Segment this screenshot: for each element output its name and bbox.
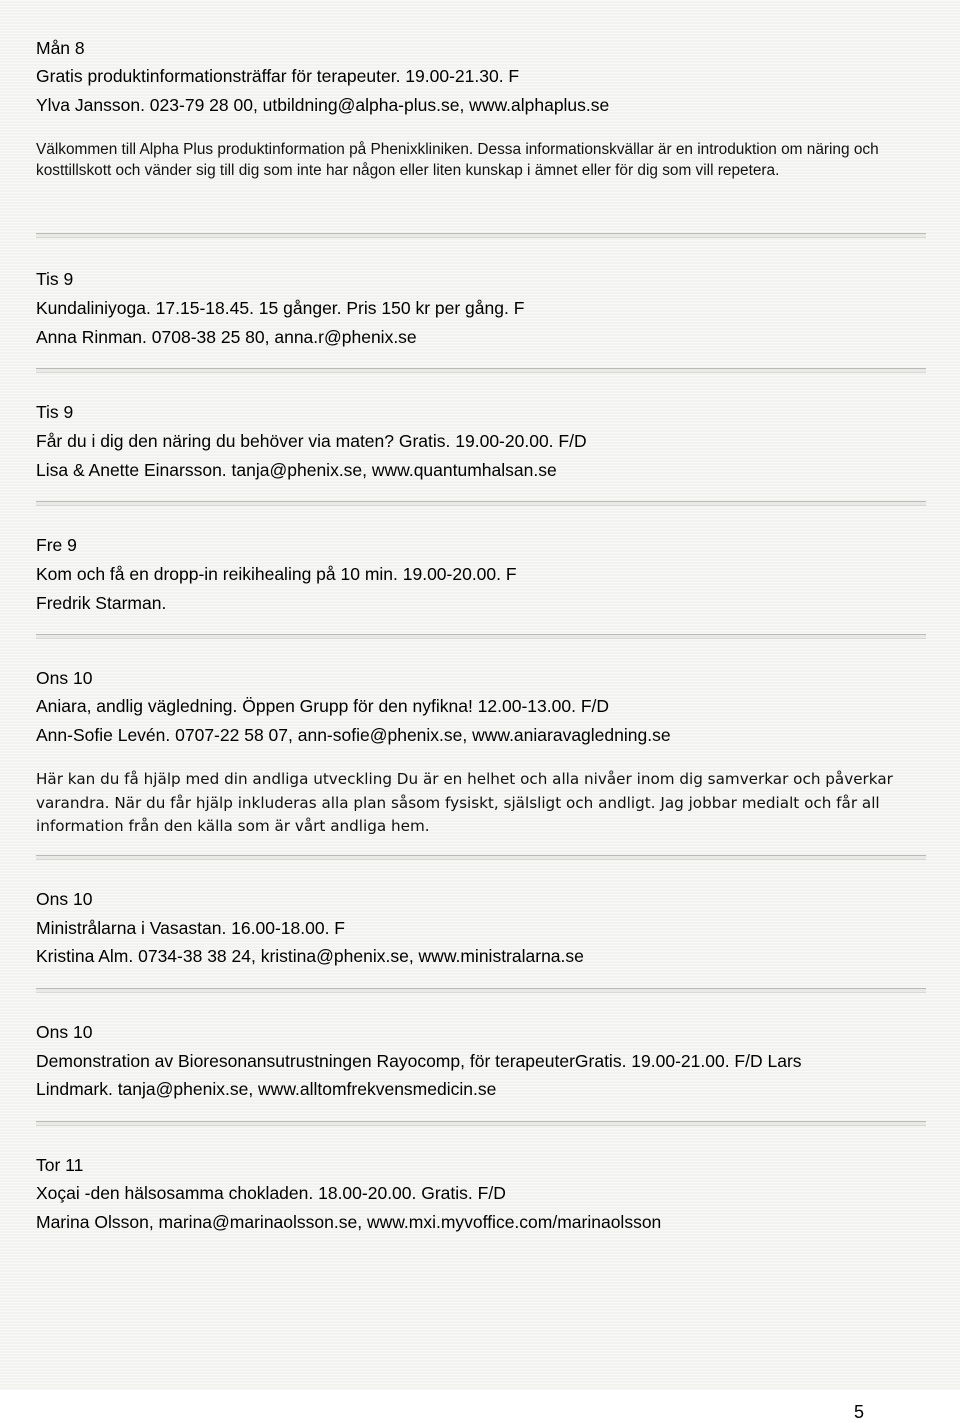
entry-separator bbox=[36, 368, 926, 373]
event-day: Tis 9 bbox=[36, 269, 74, 289]
event-contact: Lindmark. tanja@phenix.se, www.alltomfrekvensmedicin.se bbox=[36, 1079, 497, 1099]
event-title: Ministrålarna i Vasastan. 16.00-18.00. F bbox=[36, 918, 346, 938]
event-title: Gratis produktinformationsträffar för terapeuter. 19.00-21.30. F bbox=[36, 66, 520, 86]
event-contact: Marina Olsson, marina@marinaolsson.se, www.mxi.myvoffice.com/marinaolsson bbox=[36, 1212, 662, 1232]
event-description: Här kan du få hjälp med din andliga utveckling Du är en helhet och alla nivåer inom dig samverkar och påverkar varandra. När du får hjälp inkluderas alla plan såsom fysiskt, själsligt och andligt. Jag jobbar medialt och får all information från den källa som är vårt andliga hem. bbox=[36, 770, 893, 835]
entry-separator bbox=[36, 501, 926, 506]
event-contact: Fredrik Starman. bbox=[36, 593, 167, 613]
event-day: Ons 10 bbox=[36, 1022, 93, 1042]
event-contact: Ann-Sofie Levén. 0707-22 58 07, ann-sofie@phenix.se, www.aniaravagledning.se bbox=[36, 725, 671, 745]
event-day: Tis 9 bbox=[36, 402, 74, 422]
entry-separator bbox=[36, 1121, 926, 1126]
event-contact: Ylva Jansson. 023-79 28 00, utbildning@alpha-plus.se, www.alphaplus.se bbox=[36, 95, 610, 115]
event-day: Ons 10 bbox=[36, 889, 93, 909]
page-number: 5 bbox=[853, 1402, 864, 1422]
entry-separator bbox=[36, 855, 926, 860]
entry-separator bbox=[36, 634, 926, 639]
event-contact: Lisa & Anette Einarsson. tanja@phenix.se, www.quantumhalsan.se bbox=[36, 460, 557, 480]
event-title: Demonstration av Bioresonansutrustningen Rayocomp, för terapeuterGratis. 19.00-21.00. F/D Lars bbox=[36, 1051, 802, 1071]
event-title: Kundaliniyoga. 17.15-18.45. 15 gånger. Pris 150 kr per gång. F bbox=[36, 298, 525, 318]
event-day: Mån 8 bbox=[36, 38, 85, 58]
event-description: Välkommen till Alpha Plus produktinformation på Phenixkliniken. Dessa informationskvällar är en introduktion om näring och kosttillskott och vänder sig till dig som inte har någon eller liten kunskap i ämnet eller för dig som vill repetera. bbox=[36, 141, 879, 179]
entry-separator bbox=[36, 233, 926, 238]
event-title: Aniara, andlig vägledning. Öppen Grupp för den nyfikna! 12.00-13.00. F/D bbox=[36, 696, 610, 716]
event-title: Xoçai -den hälsosamma chokladen. 18.00-20.00. Gratis. F/D bbox=[36, 1183, 506, 1203]
event-contact: Anna Rinman. 0708-38 25 80, anna.r@phenix.se bbox=[36, 327, 417, 347]
event-contact: Kristina Alm. 0734-38 38 24, kristina@phenix.se, www.ministralarna.se bbox=[36, 946, 584, 966]
event-title: Får du i dig den näring du behöver via maten? Gratis. 19.00-20.00. F/D bbox=[36, 431, 587, 451]
event-day: Ons 10 bbox=[36, 668, 93, 688]
event-title: Kom och få en dropp-in reikihealing på 10 min. 19.00-20.00. F bbox=[36, 564, 517, 584]
entry-separator bbox=[36, 988, 926, 993]
event-day: Fre 9 bbox=[36, 535, 77, 555]
event-day: Tor 11 bbox=[36, 1155, 84, 1175]
